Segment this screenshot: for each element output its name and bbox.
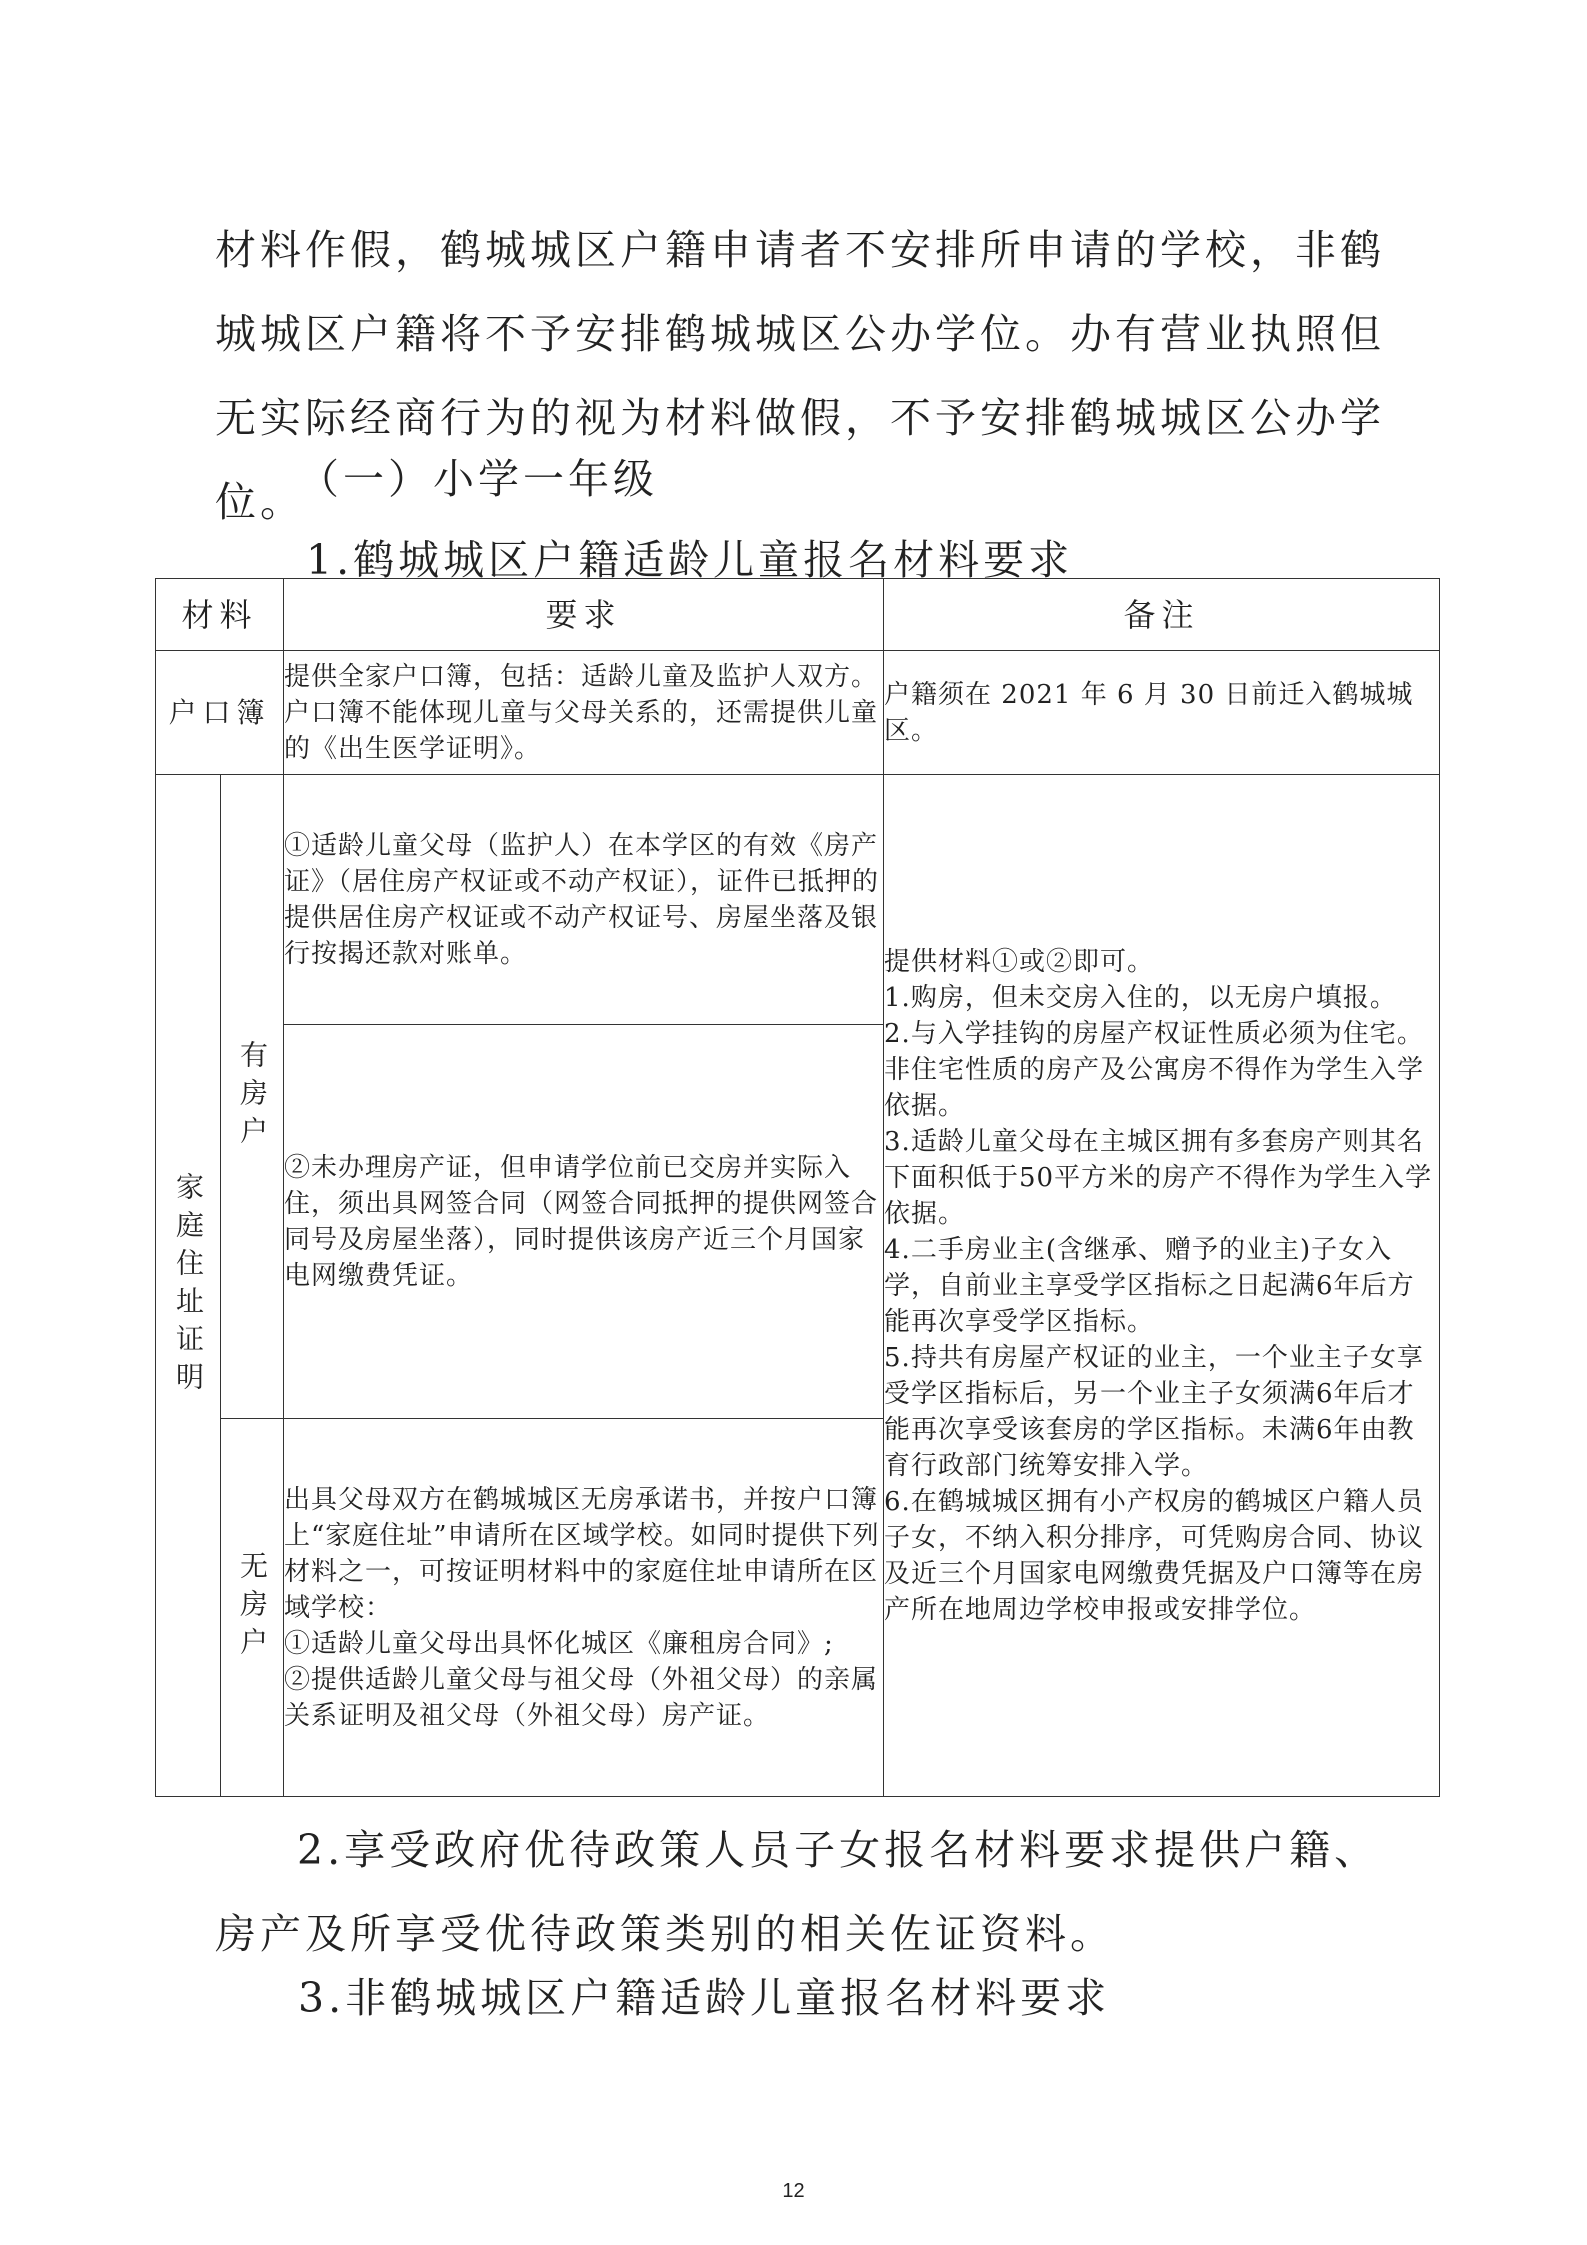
subheading-3: 3.非鹤城城区户籍适龄儿童报名材料要求 <box>298 1974 1111 2022</box>
remark-line: 1.购房，但未交房入住的，以无房户填报。 <box>884 982 1397 1013</box>
hukou-label: 户口簿 <box>156 651 284 775</box>
requirements-table <box>155 578 1440 1797</box>
remark-line: 4.二手房业主(含继承、赠予的业主)子女入学，自前业主享受学区指标之日起满6年后方能再次享受学区指标。 <box>884 1234 1415 1337</box>
remark-line: 3.适龄儿童父母在主城区拥有多套房产则其名下面积低于50平方米的房产不得作为学生入学依据。 <box>884 1126 1433 1229</box>
page-number: 12 <box>782 2180 805 2202</box>
remark-line: 2.与入学挂钩的房屋产权证性质必须为住宅。非住宅性质的房产及公寓房不得作为学生入学依据。 <box>884 1018 1425 1121</box>
with-house-requirement-2: ②未办理房产证，但申请学位前已交房并实际入住，须出具网签合同（网签合同抵押的提供网签合同号及房屋坐落），同时提供该房产近三个月国家电网缴费凭证。 <box>284 1025 884 1419</box>
address-proof-label-cell <box>156 775 221 1797</box>
without-house-requirement <box>284 1419 884 1797</box>
hukou-remark: 户籍须在 2021 年 6 月 30 日前迁入鹤城城区。 <box>884 651 1440 775</box>
header-requirement: 要求 <box>284 579 884 651</box>
without-house-label: 无房户 <box>236 1550 269 1665</box>
intro-paragraph: 材料作假，鹤城城区户籍申请者不安排所申请的学校，非鹤城城区户籍将不予安排鹤城城区公办学位。办有营业执照但无实际经商行为的视为材料做假，不予安排鹤城城区公办学位。 <box>215 226 1385 526</box>
header-material: 材料 <box>156 579 284 651</box>
remark-line: 提供材料①或②即可。 <box>884 946 1155 977</box>
table-caption: 1.鹤城城区户籍适龄儿童报名材料要求 <box>306 536 1074 584</box>
requirement-line: 出具父母双方在鹤城城区无房承诺书，并按户口簿上“家庭住址”申请所在区域学校。如同时提供下列材料之一，可按证明材料中的家庭住址申请所在区域学校： <box>284 1484 880 1623</box>
with-house-requirement-1: ①适龄儿童父母（监护人）在本学区的有效《房产证》（居住房产权证或不动产权证），证件已抵押的提供居住房产权证或不动产权证号、房屋坐落及银行按揭还款对账单。 <box>284 775 884 1025</box>
section-heading: （一）小学一年级 <box>298 455 658 503</box>
header-remark: 备注 <box>884 579 1440 651</box>
paragraph-2: 2.享受政府优待政策人员子女报名材料要求提供户籍、房产及所享受优待政策类别的相关佐证资料。 <box>215 1826 1380 1958</box>
with-house-label-cell <box>221 775 284 1419</box>
remark-line: 6.在鹤城城区拥有小产权房的鹤城区户籍人员子女，不纳入积分排序，可凭购房合同、协议及近三个月国家电网缴费凭据及户口簿等在房产所在地周边学校申报或安排学位。 <box>884 1486 1425 1625</box>
address-remarks <box>884 775 1440 1797</box>
address-proof-label: 家庭住址证明 <box>172 1171 205 1400</box>
remark-line: 5.持共有房屋产权证的业主，一个业主子女享受学区指标后，另一个业主子女须满6年后才能再次享受该套房的学区指标。未满6年由教育行政部门统筹安排入学。 <box>884 1342 1424 1481</box>
with-house-row-1 <box>156 775 1440 1025</box>
table-header-row <box>156 579 1440 651</box>
hukou-requirement: 提供全家户口簿，包括：适龄儿童及监护人双方。户口簿不能体现儿童与父母关系的，还需提供儿童的《出生医学证明》。 <box>284 651 884 775</box>
without-house-label-cell <box>221 1419 284 1797</box>
requirement-line: ①适龄儿童父母出具怀化城区《廉租房合同》; <box>284 1628 834 1659</box>
hukou-row <box>156 651 1440 775</box>
with-house-label: 有房户 <box>236 1039 269 1154</box>
requirement-line: ②提供适龄儿童父母与祖父母（外祖父母）的亲属关系证明及祖父母（外祖父母）房产证。 <box>284 1664 879 1731</box>
